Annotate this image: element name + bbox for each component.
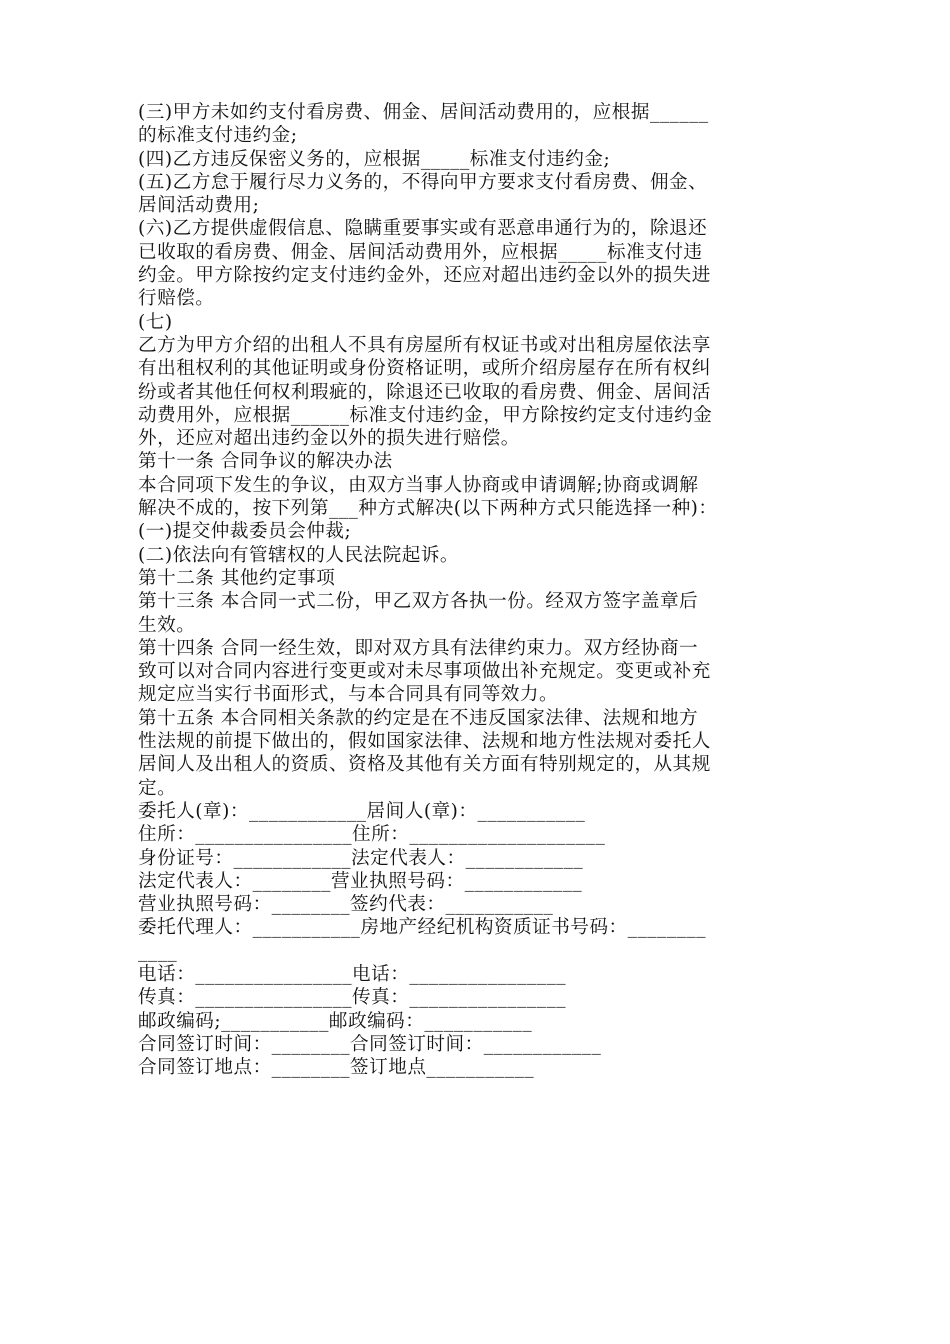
signature-line: 合同签订时间：________合同签订时间：____________ [138, 1033, 602, 1055]
text-line: 生效。 [138, 614, 196, 636]
signature-line: 住所：________________住所：____________________ [138, 824, 606, 846]
text-line: 定。 [138, 777, 177, 799]
text-line: 第十四条 合同一经生效，即对双方具有法律约束力。双方经协商一 [138, 637, 699, 659]
signature-line: 邮政编码;___________邮政编码：___________ [138, 1010, 533, 1032]
text-line: 行赔偿。 [138, 288, 215, 310]
text-line: 居间人及出租人的资质、资格及其他有关方面有特别规定的，从其规 [138, 754, 711, 776]
signature-line: 营业执照号码：________签约代表：___________ [138, 894, 554, 916]
text-line: 纷或者其他任何权利瑕疵的，除退还已收取的看房费、佣金、居间活 [138, 381, 711, 403]
text-line: (三)甲方未如约支付看房费、佣金、居间活动费用的，应根据______ [138, 102, 709, 123]
signature-line: 法定代表人：________营业执照号码：____________ [138, 870, 583, 892]
section-heading: 第十二条 其他约定事项 [138, 567, 336, 589]
text-line: (六)乙方提供虚假信息、隐瞒重要事实或有恶意串通行为的，除退还 [138, 218, 708, 240]
text-line: 第十五条 本合同相关条款的约定是在不违反国家法律、法规和地方 [138, 707, 699, 729]
text-line: 居间活动费用; [138, 195, 260, 217]
text-line: 有出租权利的其他证明或身份资格证明，或所介绍房屋存在所有权纠 [138, 358, 711, 380]
text-line: 第十三条 本合同一式二份，甲乙双方各执一份。经双方签字盖章后 [138, 591, 699, 613]
signature-line: 电话：________________电话：________________ [138, 963, 567, 985]
signature-line: 委托代理人：___________房地产经纪机构资质证书号码：________ [138, 917, 707, 939]
text-line: 解决不成的，按下列第___种方式解决(以下两种方式只能选择一种)： [138, 498, 718, 520]
signature-line: 身份证号：____________法定代表人：____________ [138, 847, 584, 869]
text-line: 本合同项下发生的争议，由双方当事人协商或申请调解;协商或调解 [138, 474, 699, 496]
text-line: 规定应当实行书面形式，与本合同具有同等效力。 [138, 684, 559, 706]
text-line: (二)依法向有管辖权的人民法院起诉。 [138, 544, 460, 566]
text-line: 乙方为甲方介绍的出租人不具有房屋所有权证书或对出租房屋依法享 [138, 334, 711, 356]
text-line: 动费用外，应根据______标准支付违约金，甲方除按约定支付违约金 [138, 404, 713, 426]
contract-page [138, 101, 828, 1079]
signature-line: 合同签订地点：________签订地点___________ [138, 1057, 535, 1079]
text-line: 约金。甲方除按约定支付违约金外，还应对超出违约金以外的损失进 [138, 265, 711, 287]
signature-line: ____ [138, 940, 178, 962]
text-line: (七) [138, 311, 173, 333]
text-line: 的标准支付违约金; [138, 125, 298, 147]
signature-line: 委托人(章)：____________居间人(章)：___________ [138, 800, 586, 822]
text-line: 外，还应对超出违约金以外的损失进行赔偿。 [138, 428, 520, 450]
text-line: (四)乙方违反保密义务的，应根据_____标准支付违约金; [138, 148, 611, 170]
text-line: 性法规的前提下做出的，假如国家法律、法规和地方性法规对委托人 [138, 731, 711, 753]
text-line: (五)乙方怠于履行尽力义务的，不得向甲方要求支付看房费、佣金、 [138, 171, 708, 193]
text-line: (一)提交仲裁委员会仲裁; [138, 521, 352, 543]
section-heading: 第十一条 合同争议的解决办法 [138, 451, 393, 473]
signature-line: 传真：________________传真：________________ [138, 987, 567, 1009]
text-line: 已收取的看房费、佣金、居间活动费用外，应根据_____标准支付违 [138, 241, 703, 263]
text-line: 致可以对合同内容进行变更或对未尽事项做出补充规定。变更或补充 [138, 661, 711, 683]
